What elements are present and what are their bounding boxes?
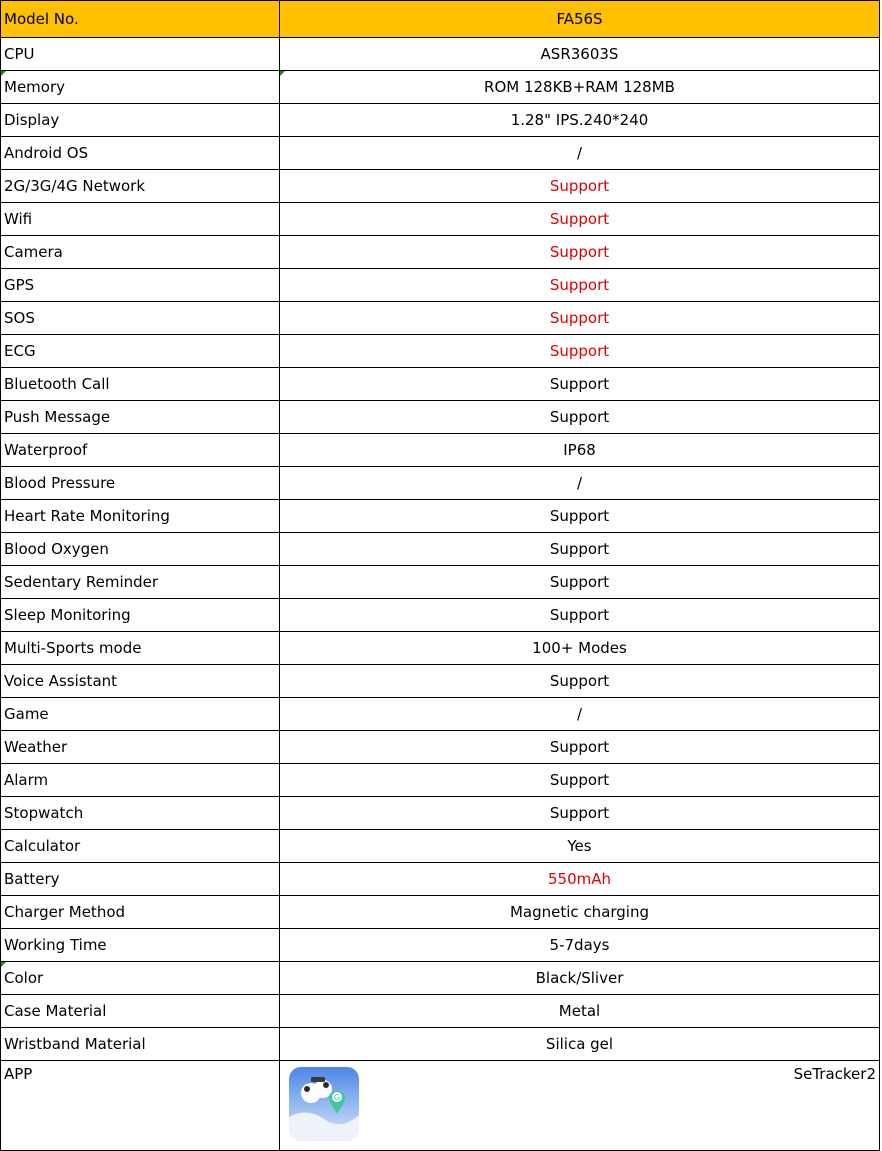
table-row — [1, 434, 880, 467]
row-label: Calculator — [1, 830, 280, 863]
table-row — [1, 401, 880, 434]
row-label: Battery — [1, 863, 280, 896]
row-value: Support — [280, 203, 880, 236]
row-label: Waterproof — [1, 434, 280, 467]
header-value: FA56S — [280, 1, 880, 38]
row-value: 1.28" IPS.240*240 — [280, 104, 880, 137]
table-row — [1, 467, 880, 500]
comment-marker-icon — [280, 71, 285, 76]
table-row — [1, 533, 880, 566]
app-value-cell — [280, 1061, 880, 1151]
table-row — [1, 665, 880, 698]
row-value: Support — [280, 236, 880, 269]
row-label: Memory — [1, 71, 280, 104]
row-value: Black/Sliver — [280, 962, 880, 995]
table-row — [1, 896, 880, 929]
row-value: Silica gel — [280, 1028, 880, 1061]
table-row — [1, 797, 880, 830]
row-label: Sleep Monitoring — [1, 599, 280, 632]
row-label: Sedentary Reminder — [1, 566, 280, 599]
row-value: Support — [280, 533, 880, 566]
row-label: CPU — [1, 38, 280, 71]
row-label: Display — [1, 104, 280, 137]
table-row — [1, 335, 880, 368]
table-row — [1, 302, 880, 335]
row-label: Voice Assistant — [1, 665, 280, 698]
row-value: Support — [280, 401, 880, 434]
row-label: Color — [1, 962, 280, 995]
row-label: Alarm — [1, 764, 280, 797]
table-row — [1, 104, 880, 137]
table-row — [1, 698, 880, 731]
row-value: Support — [280, 500, 880, 533]
row-label: SOS — [1, 302, 280, 335]
table-row — [1, 962, 880, 995]
row-value: 5-7days — [280, 929, 880, 962]
comment-marker-icon — [1, 71, 6, 76]
row-value: 100+ Modes — [280, 632, 880, 665]
row-value: Support — [280, 302, 880, 335]
table-row — [1, 1028, 880, 1061]
row-value: / — [280, 137, 880, 170]
table-row — [1, 731, 880, 764]
row-label: Multi-Sports mode — [1, 632, 280, 665]
row-label: Wristband Material — [1, 1028, 280, 1061]
svg-text:G: G — [333, 1093, 341, 1102]
row-label: Case Material — [1, 995, 280, 1028]
row-value: Support — [280, 797, 880, 830]
row-label: Push Message — [1, 401, 280, 434]
table-row — [1, 566, 880, 599]
row-label: 2G/3G/4G Network — [1, 170, 280, 203]
row-label: Wifi — [1, 203, 280, 236]
table-row — [1, 236, 880, 269]
comment-marker-icon — [1, 962, 6, 967]
app-row — [1, 1061, 880, 1151]
row-value: Support — [280, 764, 880, 797]
row-label: GPS — [1, 269, 280, 302]
row-label: Heart Rate Monitoring — [1, 500, 280, 533]
row-value: IP68 — [280, 434, 880, 467]
row-label: Charger Method — [1, 896, 280, 929]
app-label: APP — [1, 1061, 280, 1151]
row-value: Support — [280, 269, 880, 302]
row-label: Game — [1, 698, 280, 731]
row-value: Support — [280, 665, 880, 698]
row-label: Blood Pressure — [1, 467, 280, 500]
table-row — [1, 632, 880, 665]
table-row — [1, 929, 880, 962]
row-value: Yes — [280, 830, 880, 863]
row-value: / — [280, 467, 880, 500]
table-row — [1, 38, 880, 71]
row-value: Support — [280, 599, 880, 632]
row-value: Support — [280, 335, 880, 368]
row-value: Support — [280, 368, 880, 401]
row-label: Weather — [1, 731, 280, 764]
row-value: Magnetic charging — [280, 896, 880, 929]
table-row — [1, 170, 880, 203]
table-row — [1, 500, 880, 533]
table-row — [1, 368, 880, 401]
row-label: Blood Oxygen — [1, 533, 280, 566]
row-label: Working Time — [1, 929, 280, 962]
row-value: Support — [280, 170, 880, 203]
table-row — [1, 599, 880, 632]
table-row — [1, 863, 880, 896]
table-row — [1, 137, 880, 170]
header-row — [1, 1, 880, 38]
table-row — [1, 764, 880, 797]
row-label: Camera — [1, 236, 280, 269]
header-label: Model No. — [1, 1, 280, 38]
row-label: Bluetooth Call — [1, 368, 280, 401]
row-value: Support — [280, 566, 880, 599]
row-value: 550mAh — [280, 863, 880, 896]
row-value: Support — [280, 731, 880, 764]
row-value: ROM 128KB+RAM 128MB — [280, 71, 880, 104]
row-value: Metal — [280, 995, 880, 1028]
table-row — [1, 71, 880, 104]
row-value: ASR3603S — [280, 38, 880, 71]
row-label: Stopwatch — [1, 797, 280, 830]
setracker-app-icon — [289, 1067, 359, 1141]
row-label: ECG — [1, 335, 280, 368]
table-row — [1, 830, 880, 863]
row-value: / — [280, 698, 880, 731]
table-row — [1, 995, 880, 1028]
app-name: SeTracker2 — [793, 1065, 876, 1083]
table-row — [1, 269, 880, 302]
table-row — [1, 203, 880, 236]
row-label: Android OS — [1, 137, 280, 170]
